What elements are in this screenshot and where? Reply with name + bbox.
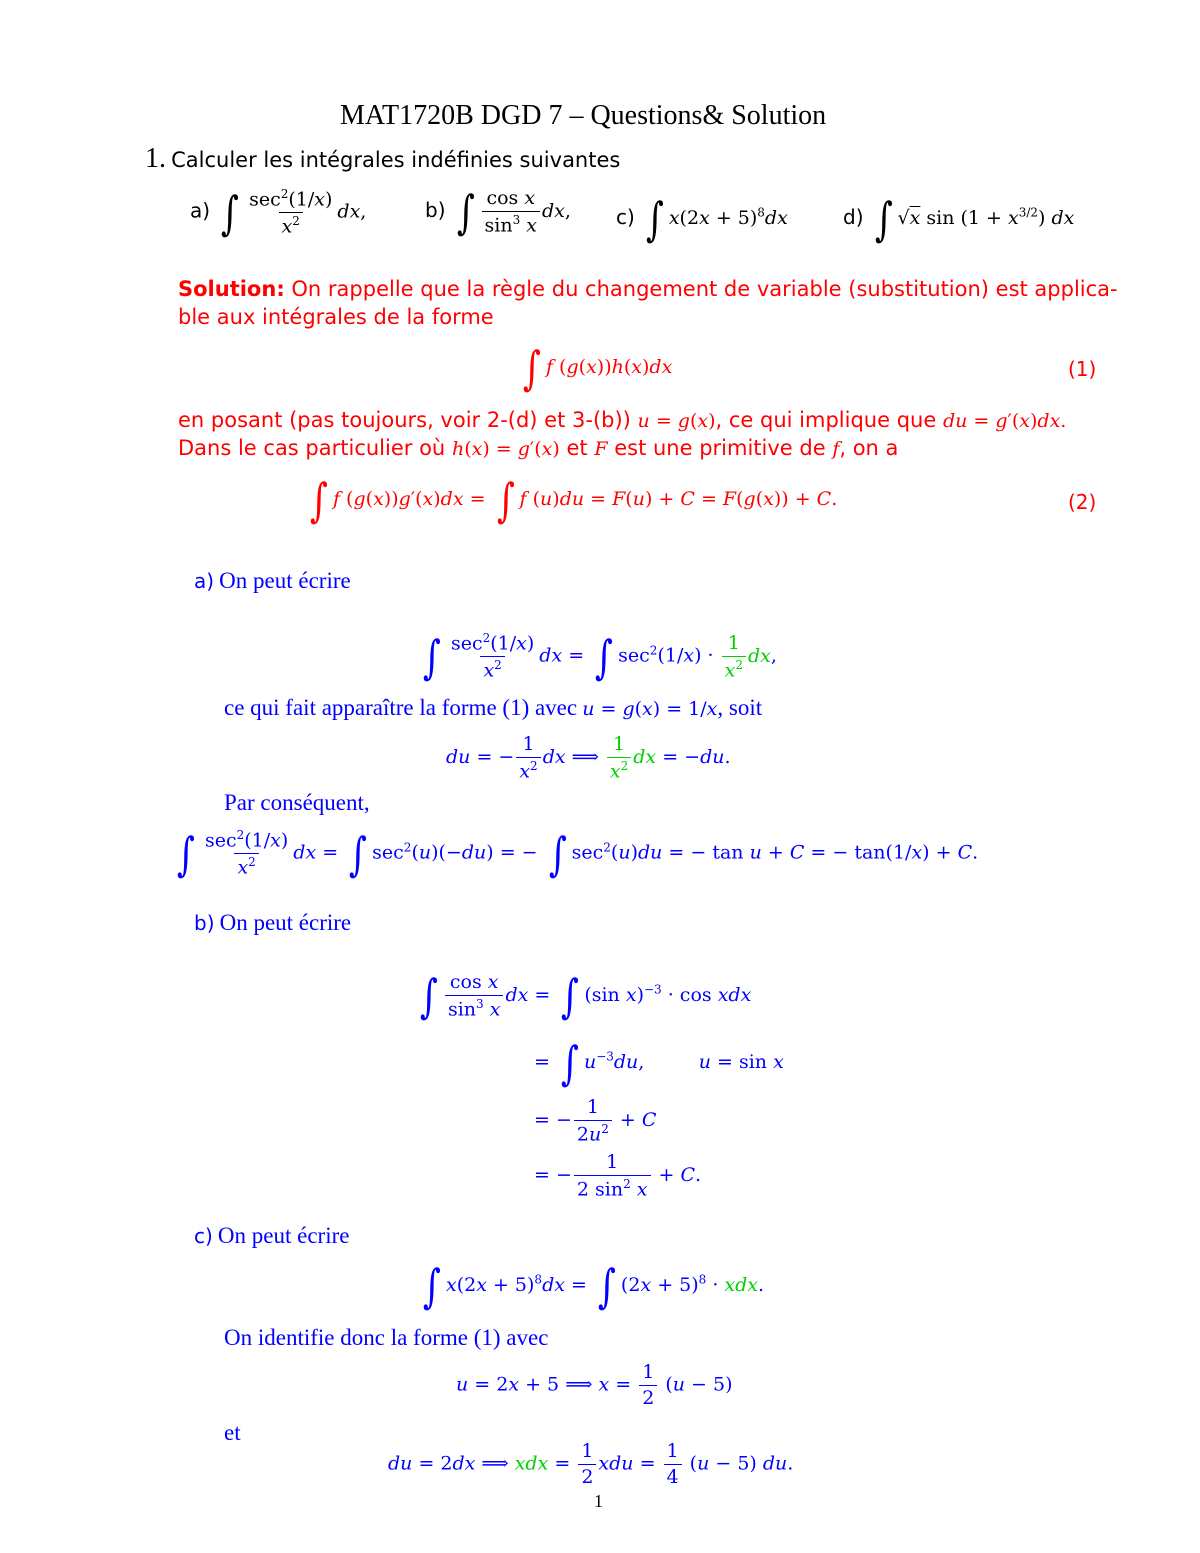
text-cas: Dans le cas particulier où xyxy=(178,436,446,460)
part-b-equation-2: = ∫ $u^{-3}du$, u = sin x xyxy=(534,1036,784,1090)
text-primitive: est une primitive de xyxy=(614,436,826,460)
part-b-label: b) xyxy=(194,911,215,935)
text-implique: , ce qui implique que xyxy=(715,408,937,432)
part-c-label: c) xyxy=(194,1224,213,1248)
question-1 xyxy=(145,143,620,175)
page-title: MAT1720B DGD 7 – Questions& Solution xyxy=(340,100,827,131)
part-c-and: et xyxy=(224,1420,241,1445)
part-c-intro: On peut écrire xyxy=(217,1223,350,1248)
label-a: a) xyxy=(190,198,211,223)
question-integral-d: d) ∫ √x $\sin (1 + x^{3/2})$ dx xyxy=(843,192,1075,246)
page-number: 1 xyxy=(594,1491,603,1511)
solution-intro-1: On rappelle que la règle du changement de variable (substitution) est applica- xyxy=(291,277,1118,301)
question-text: Calculer les intégrales indéfinies suivantes xyxy=(171,148,621,172)
solution-intro-2: ble aux intégrales de la forme xyxy=(178,305,494,329)
part-a-intro: On peut écrire xyxy=(219,568,351,593)
part-a-equation-3: ∫ $\frac{\sec^2(1/x)}{x^2}$ dx = ∫ $\sec^2(u)(-du)$ = − ∫ $\sec^2(u)du$ = − tan u + C = − tan(1/x) + C. xyxy=(176,826,979,881)
equation-2: ∫ f (g(x))g′(x)dx = ∫ f (u)du = F(u) + C = F(g(x)) + C. xyxy=(309,473,838,527)
part-c-equation-2: u = 2x + 5 ⟹ x = $\frac{1}{2}$ (u − 5) xyxy=(456,1361,733,1409)
part-a-middle: ce qui fait apparaître la forme (1) avec u = g(x) = 1/x, soit xyxy=(224,695,763,720)
part-b-equation-4: = − $\frac{1}{2 \sin^2 x}$ + C. xyxy=(534,1151,702,1201)
part-a-label: a) xyxy=(194,569,215,593)
question-integral-a: a) ∫ $\frac{\sec^2(1/x)}{x^2}$ dx, xyxy=(190,185,367,240)
part-a-middle-text: ce qui fait apparaître la forme (1) avec xyxy=(224,695,578,720)
part-c-equation-3: du = 2dx ⟹ xdx = $\frac{1}{2}$ xdu = $\frac{1}{4}$ (u − 5) du. xyxy=(388,1440,794,1488)
text-on-a: , on a xyxy=(839,436,899,460)
text-posant: en posant (pas toujours, voir 2-(d) et 3-(b)) xyxy=(178,408,631,432)
part-b-equation-3: = − $\frac{1}{2u^2}$ + C xyxy=(534,1096,657,1146)
solution-line-4: Dans le cas particulier où h(x) = g′(x) et F est une primitive de f, on a xyxy=(178,436,899,460)
question-integral-b: b) ∫ $\frac{\text{cos x}}{\sin^3 x}$ dx, xyxy=(425,185,571,240)
part-a-conclusion: Par conséquent, xyxy=(224,790,370,815)
label-b: b) xyxy=(425,198,446,223)
part-c-equation-1: ∫ $x(2x + 5)^8dx$ = ∫ $(2x + 5)^8$ · xdx. xyxy=(422,1259,765,1313)
part-c-identify: On identifie donc la forme (1) avec xyxy=(224,1325,549,1350)
equation-2-number: (2) xyxy=(1068,490,1097,514)
part-a-middle-end: , soit xyxy=(717,695,763,720)
equation-1: ∫ f (g(x))h(x)dx xyxy=(522,341,673,395)
equation-1-number: (1) xyxy=(1068,357,1097,381)
text-et: et xyxy=(566,436,588,460)
part-a-equation-2: du = − $\frac{1}{x^2}$ dx ⟹ $\frac{1}{x^2}$ dx = −du. xyxy=(446,733,731,783)
label-d: d) xyxy=(843,205,864,229)
question-integral-c: c) ∫ $x(2x + 5)^8dx$ xyxy=(616,192,788,246)
label-c: c) xyxy=(616,205,635,229)
part-b-intro: On peut écrire xyxy=(219,910,352,935)
part-a-equation-1: ∫ $\frac{\sec^2(1/x)}{x^2}$ dx = ∫ $\sec^2(1/x)$ · $\frac{1}{x^2}$ dx, xyxy=(422,629,777,684)
solution-line-1 xyxy=(178,277,1118,301)
part-b-heading xyxy=(194,910,351,936)
part-a-heading xyxy=(194,568,351,594)
solution-line-3: en posant (pas toujours, voir 2-(d) et 3-(b)) u = g(x), ce qui implique que du = g′(x)dx. xyxy=(178,408,1067,432)
part-b-equation-1: ∫ $\frac{\text{cos x}}{\sin^3 x}$ dx = ∫ (sin x)$^{-3}$ · cos xdx xyxy=(419,969,752,1024)
part-c-heading xyxy=(194,1223,349,1249)
solution-heading: Solution: xyxy=(178,277,285,301)
question-number: 1. xyxy=(145,143,166,174)
